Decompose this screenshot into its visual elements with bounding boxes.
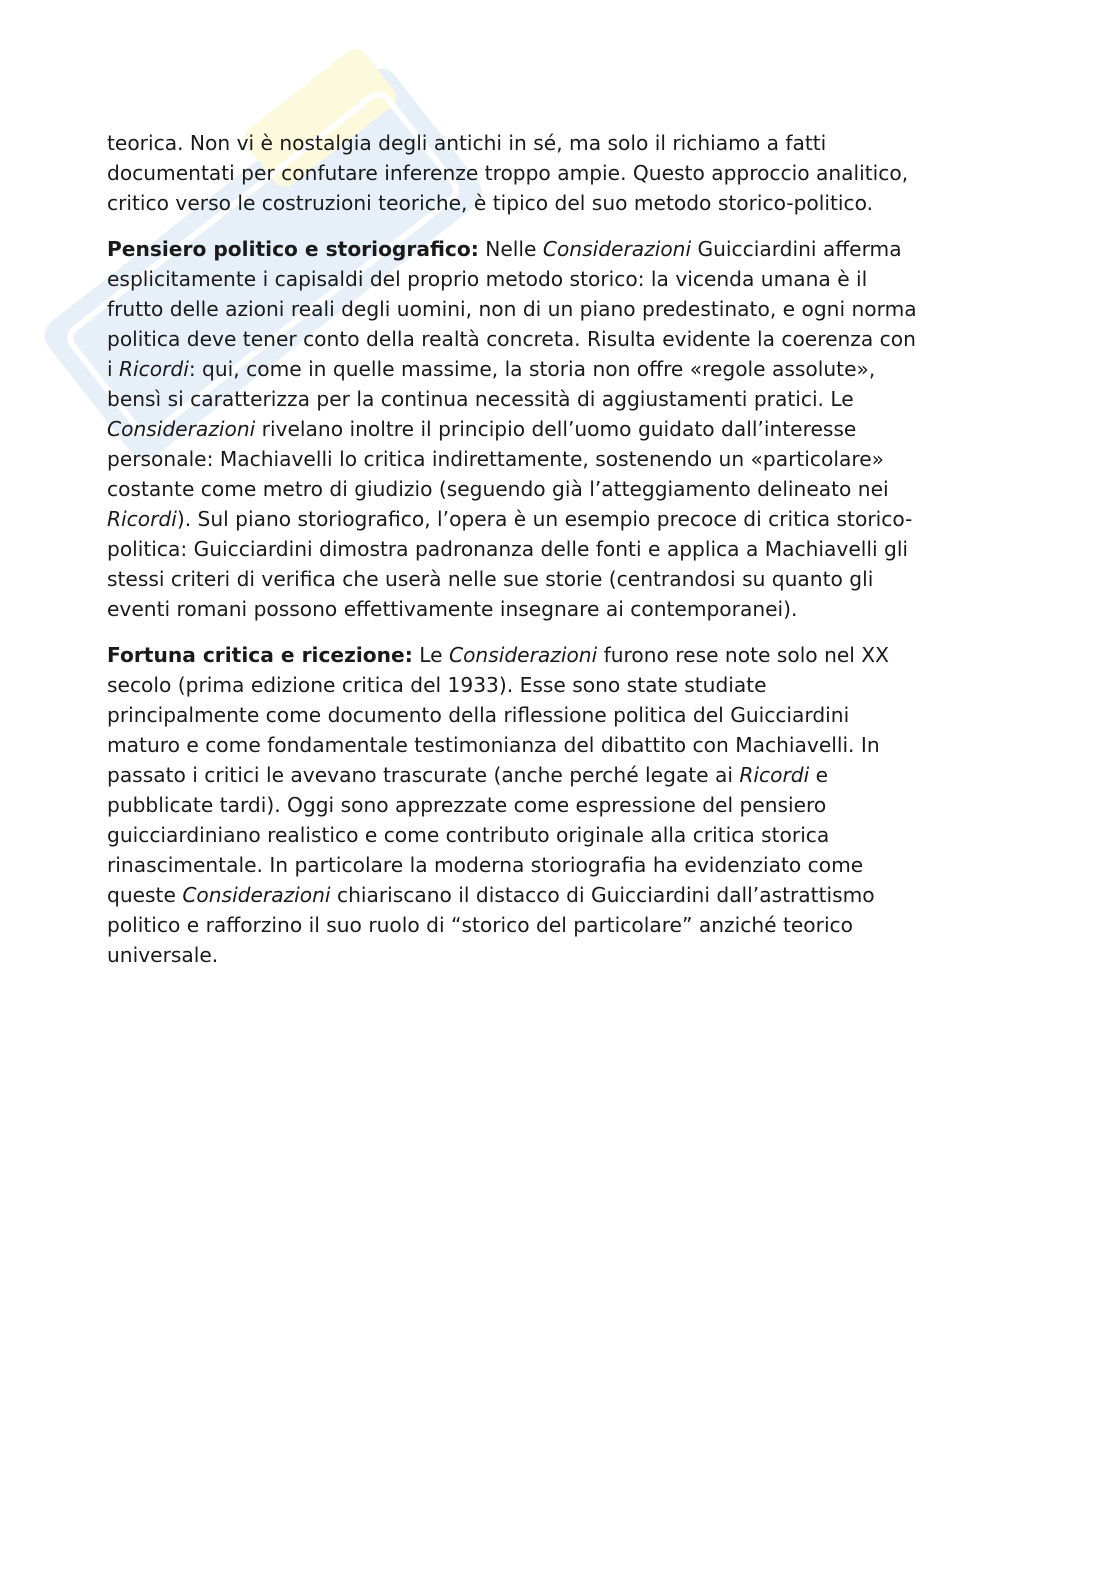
text-line: stessi criteri di verifica che userà nelle sue storie (centrandosi su quanto gli [107, 567, 874, 591]
text-line: Considerazioni rivelano inoltre il principio dell’uomo guidato dall’interesse [107, 417, 857, 441]
text-line: maturo e come fondamentale testimonianza del dibattito con Machiavelli. In [107, 733, 880, 757]
text-line: Pensiero politico e storiografico: Nelle Considerazioni Guicciardini afferma [107, 237, 902, 261]
text-line: critico verso le costruzioni teoriche, è tipico del suo metodo storico-politico. [107, 191, 874, 215]
text-line: passato i critici le avevano trascurate (anche perché legate ai Ricordi e [107, 763, 829, 787]
text-line: personale: Machiavelli lo critica indirettamente, sostenendo un «particolare» [107, 447, 884, 471]
text-line: teorica. Non vi è nostalgia degli antichi in sé, ma solo il richiamo a fatti [107, 131, 827, 155]
text-line: costante come metro di giudizio (seguendo già l’atteggiamento delineato nei [107, 477, 889, 501]
text-line: esplicitamente i capisaldi del proprio metodo storico: la vicenda umana è il [107, 267, 868, 291]
intro-paragraph [107, 128, 1007, 218]
document-body [107, 128, 1007, 986]
text-line: politico e rafforzino il suo ruolo di “storico del particolare” anziché teorico [107, 913, 854, 937]
text-line: guicciardiniano realistico e come contributo originale alla critica storica [107, 823, 830, 847]
text-line: Fortuna critica e ricezione: Le Considerazioni furono rese note solo nel XX [107, 643, 889, 667]
text-line: pubblicate tardi). Oggi sono apprezzate come espressione del pensiero [107, 793, 827, 817]
text-line: rinascimentale. In particolare la moderna storiografia ha evidenziato come [107, 853, 864, 877]
fortuna-paragraph [107, 640, 1007, 970]
text-line: frutto delle azioni reali degli uomini, non di un piano predestinato, e ogni norma [107, 297, 917, 321]
text-line: principalmente come documento della riflessione politica del Guicciardini [107, 703, 850, 727]
text-line: i Ricordi: qui, come in quelle massime, la storia non offre «regole assolute», [107, 357, 876, 381]
text-line: secolo (prima edizione critica del 1933). Esse sono state studiate [107, 673, 767, 697]
pensiero-paragraph [107, 234, 1007, 624]
section-heading: Pensiero politico e storiografico: [107, 237, 479, 261]
section-heading: Fortuna critica e ricezione: [107, 643, 413, 667]
text-line: Ricordi). Sul piano storiografico, l’opera è un esempio precoce di critica storico- [107, 507, 913, 531]
text-line: universale. [107, 943, 219, 967]
text-line: politica: Guicciardini dimostra padronanza delle fonti e applica a Machiavelli gli [107, 537, 909, 561]
text-line: queste Considerazioni chiariscano il distacco di Guicciardini dall’astrattismo [107, 883, 875, 907]
text-line: documentati per confutare inferenze troppo ampie. Questo approccio analitico, [107, 161, 909, 185]
text-line: eventi romani possono effettivamente insegnare ai contemporanei). [107, 597, 798, 621]
text-line: politica deve tener conto della realtà concreta. Risulta evidente la coerenza con [107, 327, 916, 351]
text-line: bensì si caratterizza per la continua necessità di aggiustamenti pratici. Le [107, 387, 854, 411]
